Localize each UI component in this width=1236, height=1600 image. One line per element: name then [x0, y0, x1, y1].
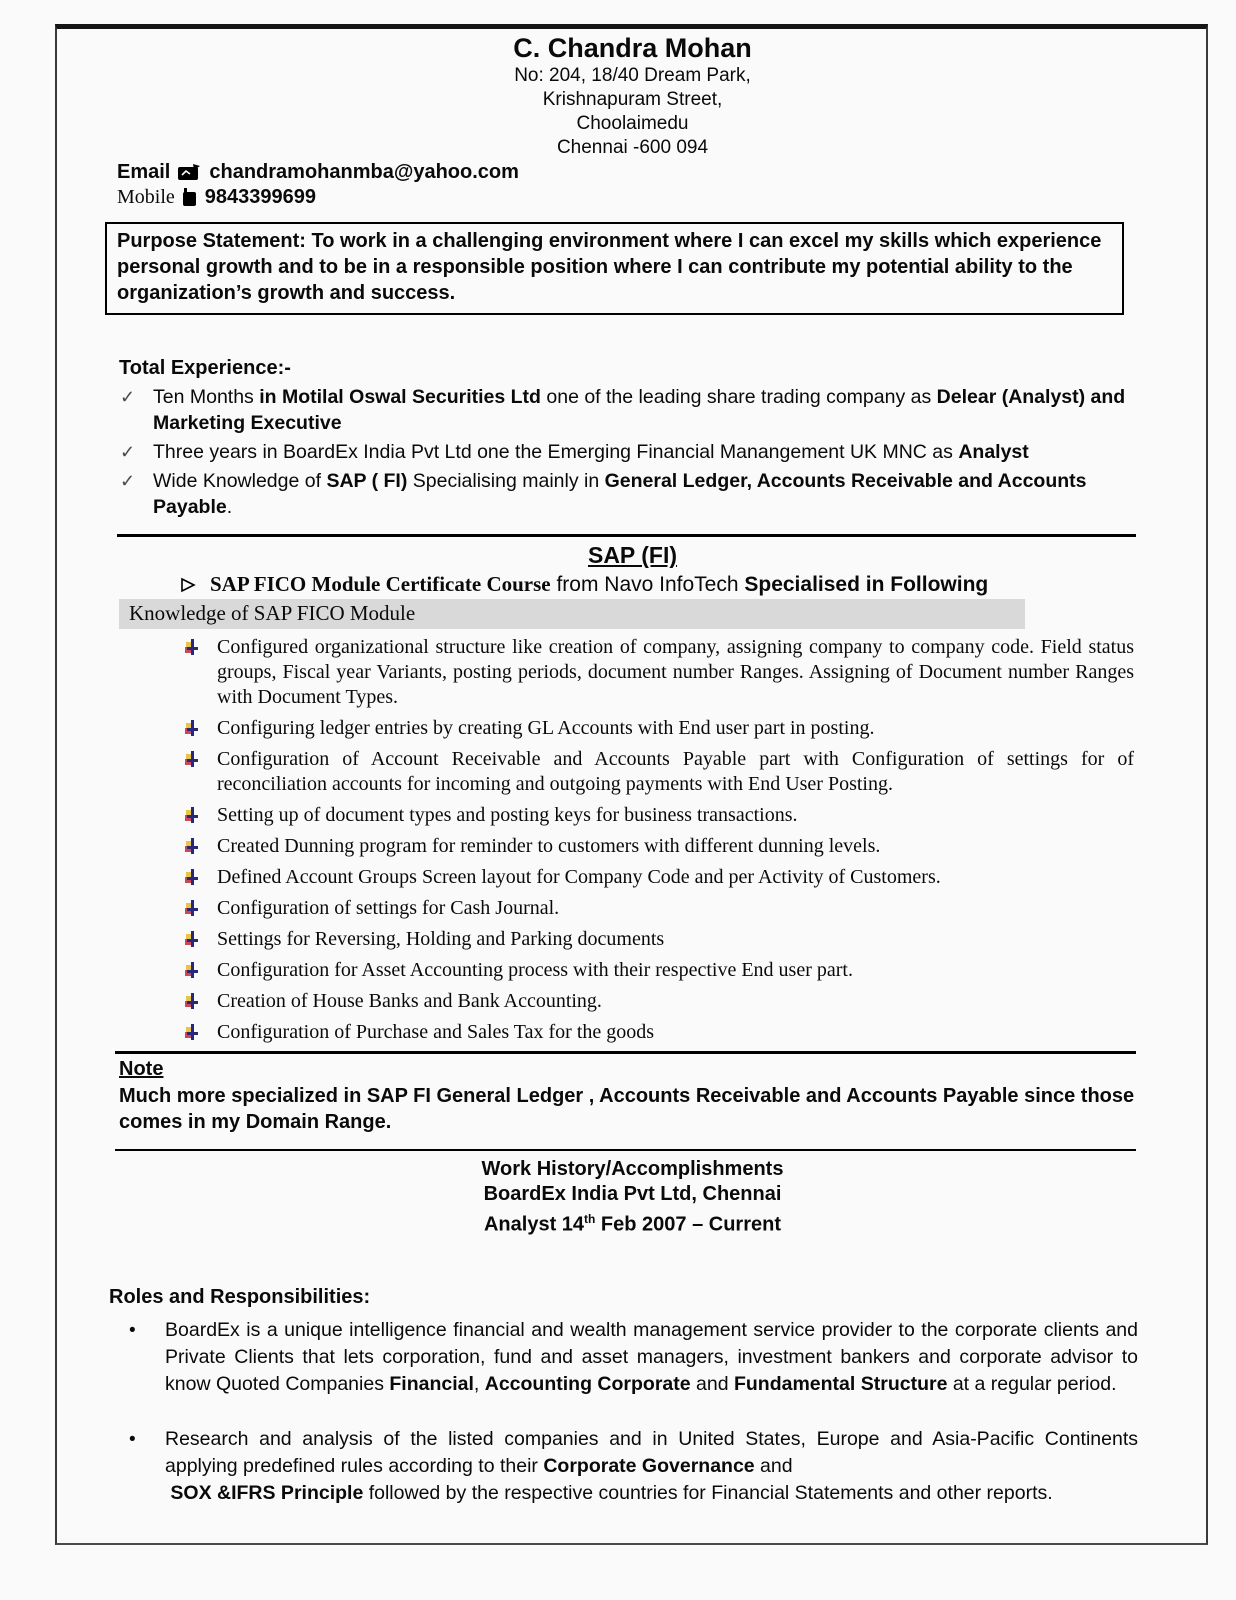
cross-bullet-icon: [185, 961, 199, 986]
text-segment: at a regular period.: [947, 1372, 1117, 1395]
list-item: [117, 803, 1148, 828]
text-segment: one of the leading share trading company as: [540, 386, 937, 408]
bullet-text: Configuration of Account Receivable and Accounts Payable part with Configuration of settings for of reconciliation accounts for incoming and outgoing payments with End User Posting.: [217, 748, 1134, 795]
text-segment: SOX &IFRS Principle: [165, 1481, 364, 1504]
text-segment: Three years in BoardEx India Pvt Ltd one the Emerging Financial Manangement UK MNC as: [153, 441, 959, 463]
list-item: [117, 927, 1148, 952]
page-title: C. Chandra Mohan: [513, 33, 752, 63]
address-line: Krishnapuram Street,: [542, 89, 723, 110]
bullet-text: Configuration of Purchase and Sales Tax for the goods: [217, 1021, 655, 1043]
checkmark-icon: ✓: [120, 387, 136, 407]
checkmark-icon: ✓: [120, 442, 136, 462]
bullet-text: Configuring ledger entries by creating GL Accounts with End user part in posting.: [217, 717, 875, 739]
page-border: [55, 24, 1208, 1545]
list-item: [117, 958, 1148, 983]
text-segment: BoardEx is a unique intelligence financial and wealth management service provider to the corporate clients and Private Clients that lets corporation, fund and asset managers, investment bankers and corporate advisor to know Quoted Companies: [165, 1318, 1138, 1395]
email-value: chandramohanmba@yahoo.com: [209, 161, 519, 183]
list-item: [117, 747, 1148, 797]
work-history-company: BoardEx India Pvt Ltd, Chennai: [483, 1183, 782, 1205]
sap-fi-title: SAP (FI): [587, 542, 678, 568]
address-line: No: 204, 18/40 Dream Park,: [514, 65, 751, 86]
cross-bullet-icon: [185, 899, 199, 924]
text-segment: followed by the respective countries for Financial Statements and other reports.: [363, 1481, 1053, 1504]
cross-bullet-icon: [185, 868, 199, 893]
text-segment: Specialising mainly in: [407, 470, 605, 492]
text-segment: Feb 2007 – Current: [595, 1213, 781, 1236]
text-segment: Fundamental Structure: [733, 1372, 948, 1395]
work-history-role: [117, 1207, 1148, 1238]
certificate-line: [181, 572, 1148, 597]
text-segment: and: [690, 1372, 734, 1395]
mobile-value: 9843399699: [204, 186, 317, 208]
dot-bullet-icon: •: [129, 1428, 136, 1450]
email-row: [117, 160, 1148, 185]
certificate-text: [210, 572, 988, 597]
cross-bullet-icon: [185, 1023, 199, 1048]
email-label: Email: [117, 161, 171, 183]
cross-bullet-icon: [185, 719, 199, 744]
purpose-statement-box: Purpose Statement: To work in a challenging environment where I can excel my skills which experience personal growth and to be in a responsible position where I can contribute my potential ability to the organization’s growth and success.: [105, 222, 1124, 315]
text-segment: General Ledger, Accounts Receivable and Accounts Payable: [153, 470, 1087, 518]
cross-bullet-icon: [185, 806, 199, 831]
checkmark-icon: ✓: [120, 471, 136, 491]
section-heading-sap-fi: [117, 542, 1148, 569]
experience-list: [117, 384, 1148, 520]
list-item: [117, 989, 1148, 1014]
address-line: Choolaimedu: [576, 113, 689, 134]
mobile-icon: [183, 188, 197, 207]
list-item: [117, 1020, 1148, 1045]
list-item: [117, 635, 1148, 710]
section-heading-total-experience: Total Experience:-: [119, 357, 291, 379]
text-segment: Specialised in Following: [744, 573, 989, 596]
work-history-title: Work History/Accomplishments: [481, 1158, 784, 1180]
text-segment: SAP ( FI): [326, 470, 408, 492]
section-divider: [117, 534, 1136, 537]
highlighted-text: Knowledge of SAP FICO Module: [119, 599, 1025, 629]
text-segment: from Navo InfoTech: [550, 573, 745, 596]
section-heading-roles: Roles and Responsibilities:: [109, 1285, 371, 1308]
text-segment: Analyst: [958, 441, 1029, 463]
text-segment: Research and analysis of the listed companies and in United States, Europe and Asia-Pacific Continents applying predefined rules according to their: [165, 1427, 1138, 1477]
list-item: [117, 439, 1148, 465]
arrowhead-icon: [181, 575, 196, 599]
bullet-text: Settings for Reversing, Holding and Parking documents: [217, 928, 665, 950]
text-segment: Delear (Analyst) and Marketing Executive: [153, 386, 1126, 434]
dot-bullet-icon: •: [129, 1319, 136, 1341]
section-divider: [115, 1051, 1136, 1054]
text-segment: Analyst 14: [483, 1213, 585, 1236]
list-item: [117, 384, 1148, 436]
bullet-text: Configuration of settings for Cash Journal.: [217, 897, 560, 919]
list-item: [117, 468, 1148, 520]
cross-bullet-icon: [185, 750, 199, 775]
roles-list: [117, 1317, 1148, 1507]
bullet-text: Configuration for Asset Accounting process with their respective End user part.: [217, 959, 853, 981]
cross-bullet-icon: [185, 837, 199, 862]
section-divider: [115, 1149, 1136, 1151]
list-item: [117, 834, 1148, 859]
list-item: [117, 1317, 1148, 1398]
sap-skill-list: [117, 635, 1148, 1045]
list-item: [117, 1426, 1148, 1507]
bullet-text: Defined Account Groups Screen layout for Company Code and per Activity of Customers.: [217, 866, 941, 888]
email-icon: [178, 164, 201, 181]
bullet-text: Setting up of document types and posting keys for business transactions.: [217, 804, 798, 826]
section-heading-note: Note: [119, 1058, 164, 1080]
list-item: [117, 896, 1148, 921]
cross-bullet-icon: [185, 992, 199, 1017]
text-segment: Ten Months: [153, 386, 260, 408]
mobile-label: Mobile: [117, 186, 175, 208]
text-segment: Accounting Corporate: [484, 1372, 691, 1395]
list-item: [117, 865, 1148, 890]
text-segment: in Motilal Oswal Securities Ltd: [259, 386, 541, 408]
cross-bullet-icon: [185, 638, 199, 663]
text-segment: .: [226, 496, 233, 518]
text-segment: SAP FICO Module Certificate Course: [210, 572, 551, 596]
bullet-text: Configured organizational structure like creation of company, assigning company to company code. Field status groups, Fiscal year Variants, posting periods, document number Ranges. Assigning of Document number Ranges with Document Types.: [217, 636, 1134, 708]
mobile-row: [117, 185, 1148, 210]
resume-document: [57, 29, 1206, 1507]
text-segment: Corporate Governance: [543, 1454, 755, 1477]
bullet-text: Created Dunning program for reminder to customers with different dunning levels.: [217, 835, 881, 857]
text-segment: Wide Knowledge of: [153, 470, 327, 492]
work-history-block: [117, 1157, 1148, 1238]
note-text: Much more specialized in SAP FI General Ledger , Accounts Receivable and Accounts Payable since those comes in my Domain Range.: [119, 1085, 1135, 1133]
cross-bullet-icon: [185, 930, 199, 955]
ordinal-suffix: th: [584, 1212, 596, 1226]
text-segment: and: [754, 1454, 793, 1477]
text-segment: ,: [473, 1372, 485, 1395]
address-line: Chennai -600 094: [556, 137, 709, 158]
list-item: [117, 716, 1148, 741]
bullet-text: Creation of House Banks and Bank Accounting.: [217, 990, 602, 1012]
text-segment: Financial: [389, 1372, 474, 1395]
